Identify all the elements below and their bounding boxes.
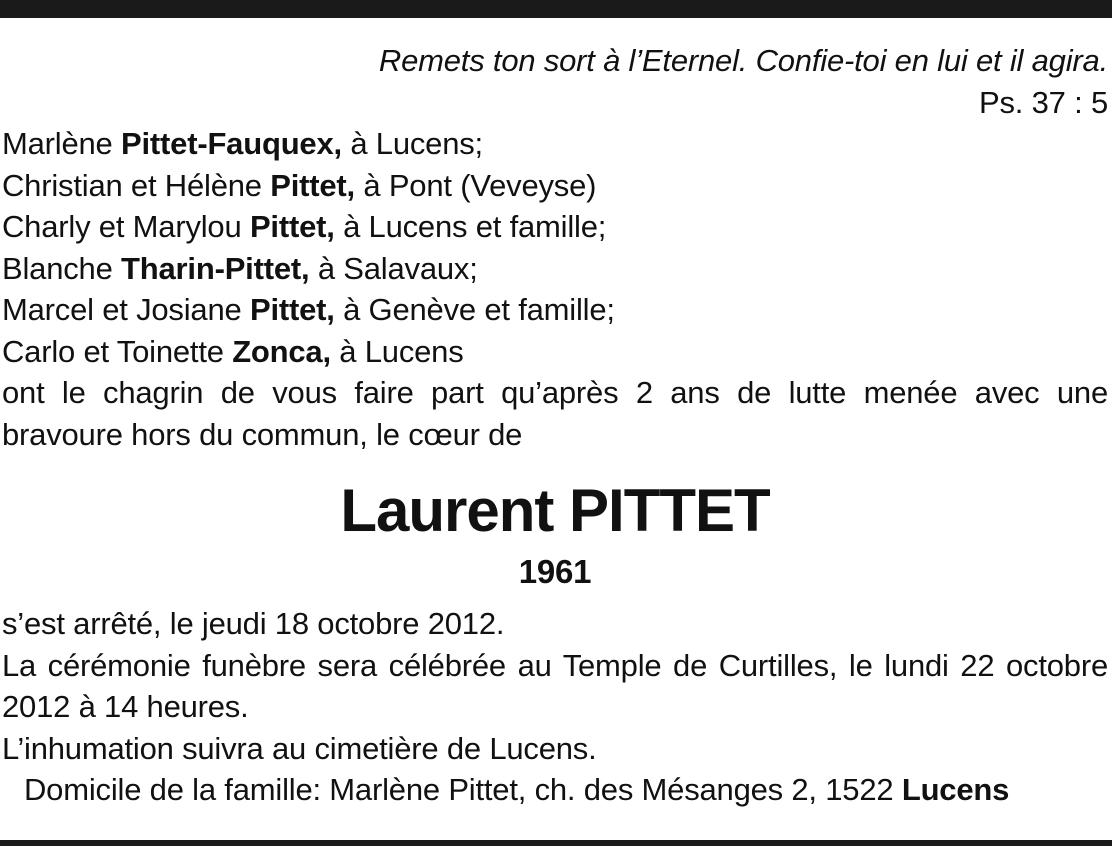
family-member-surname: Pittet, [249,292,335,327]
top-border-rule [0,0,1112,18]
family-member-surname: Pittet, [249,209,335,244]
family-member-line [2,165,1108,207]
obituary-notice [2,40,1108,811]
bible-verse: Remets ton sort à l’Eternel. Confie-toi en lui et il agira. [378,43,1108,78]
family-member-line [2,331,1108,373]
deceased-name: Laurent PITTET [340,477,770,544]
announcement-text: ont le chagrin de vous faire part qu’après 2 ans de lutte menée avec une bravoure hors du commun, le cœur de [2,375,1108,452]
family-member-line [2,289,1108,331]
family-member-first-names: Marcel et Josiane [2,292,250,327]
family-member-location: à Lucens; [341,126,483,161]
bottom-border-rule [0,840,1112,846]
family-member-location: à Pont (Veveyse) [354,167,597,203]
family-member-location: à Lucens et famille; [334,209,607,244]
death-statement: s’est arrêté, le jeudi 18 octobre 2012. [2,606,505,641]
ceremony-details: La cérémonie funèbre sera célébrée au Temple de Curtilles, le lundi 22 octobre 2012 à 14 heures. [2,647,1108,724]
family-member-line [2,123,1108,165]
family-member-first-names: Carlo et Toinette [2,333,233,369]
family-member-line [2,248,1108,290]
family-member-surname: Zonca, [232,333,331,369]
family-domicile [2,769,1108,811]
domicile-town: Lucens [901,772,1010,807]
family-member-line [2,206,1108,248]
family-member-surname: Pittet-Fauquex, [121,126,342,161]
family-member-location: à Genève et famille; [334,292,615,327]
family-member-first-names: Charly et Marylou [2,209,250,244]
domicile-address: Domicile de la famille: Marlène Pittet, ch. des Mésanges 2, 1522 [24,772,902,807]
family-list [2,123,1108,372]
family-member-location: à Salavaux; [309,250,478,286]
family-member-surname: Tharin-Pittet, [121,250,310,286]
family-member-first-names: Christian et Hélène [2,167,271,203]
family-member-surname: Pittet, [270,167,355,203]
family-member-first-names: Marlène [2,126,122,161]
burial-details: L’inhumation suivra au cimetière de Lucens. [2,730,597,766]
family-member-location: à Lucens [330,333,464,369]
birth-year: 1961 [518,553,592,590]
family-member-first-names: Blanche [2,250,122,286]
verse-reference: Ps. 37 : 5 [979,84,1108,120]
